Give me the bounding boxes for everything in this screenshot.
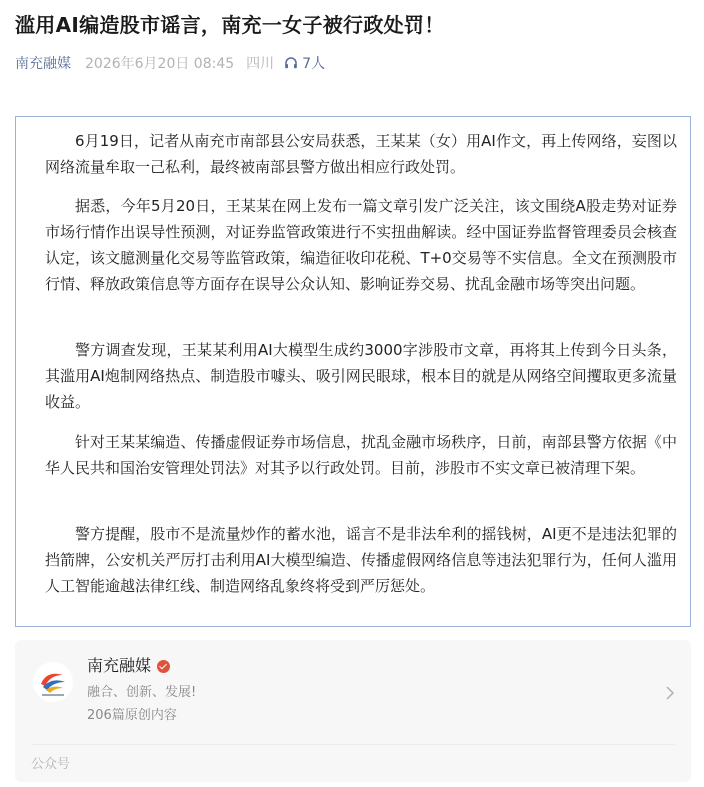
profile-name-text: 南充融媒 — [87, 656, 152, 675]
article-paragraph: 6月19日，记者从南充市南部县公安局获悉，王某某（女）用AI作文，再上传网络，妄图以网络流量牟取一己私利，最终被南部县警方做出相应行政处罚。 — [45, 132, 677, 176]
article-paragraph: 针对王某某编造、传播虚假证券市场信息，扰乱金融市场秩序，日前，南部县警方依据《中华人民共和国治安管理处罚法》对其予以行政处罚。目前，涉股市不实文章已被清理下架。 — [45, 433, 677, 477]
publish-region: 四川 — [246, 56, 275, 72]
official-account-label: 公众号 — [31, 757, 71, 772]
account-name-link[interactable]: 南充融媒 — [15, 56, 71, 72]
headphones-icon — [284, 56, 298, 70]
verified-badge-icon — [157, 660, 170, 673]
account-logo — [33, 662, 73, 702]
account-profile-card[interactable] — [15, 640, 691, 782]
card-divider — [31, 744, 675, 745]
profile-slogan: 融合、创新、发展! — [87, 685, 197, 700]
article-paragraph: 警方提醒，股市不是流量炒作的蓄水池，谣言不是非法牟利的摇钱树，AI更不是违法犯罪的挡箭牌，公安机关严厉打击利用AI大模型编造、传播虚假网络信息等违法犯罪行为，任何人滥用人工智能逾越法律红线、制造网络乱象终将受到严厉惩处。 — [45, 525, 677, 595]
article-meta — [15, 53, 325, 73]
article-paragraph: 据悉，今年5月20日，王某某在网上发布一篇文章引发广泛关注，该文围绕A股走势对证券市场行情作出误导性预测，对证券监管政策进行不实扭曲解读。经中国证券监督管理委员会核查认定，该文臆测量化交易等监管政策，编造征收印花税、T+0交易等不实信息。全文在预测股市行情、释放政策信息等方面存在误导公众认知、影响证券交易、扰乱金融市场等突出问题。 — [45, 197, 677, 293]
article-paragraph: 警方调查发现，王某某利用AI大模型生成约3000字涉股市文章，再将其上传到今日头条，其滥用AI炮制网络热点、制造股市噱头、吸引网民眼球，根本目的就是从网络空间攫取更多流量收益。 — [45, 341, 677, 411]
original-count: 206篇原创内容 — [87, 708, 177, 723]
chevron-right-icon[interactable] — [665, 685, 675, 701]
publish-date: 2026年6月20日 08:45 — [85, 56, 235, 72]
listen-button[interactable] — [284, 53, 325, 73]
article-body — [15, 116, 691, 627]
profile-name — [87, 654, 170, 678]
article-title: 滥用AI编造股市谣言，南充一女子被行政处罚！ — [15, 13, 445, 37]
listen-count: 7人 — [302, 56, 326, 72]
